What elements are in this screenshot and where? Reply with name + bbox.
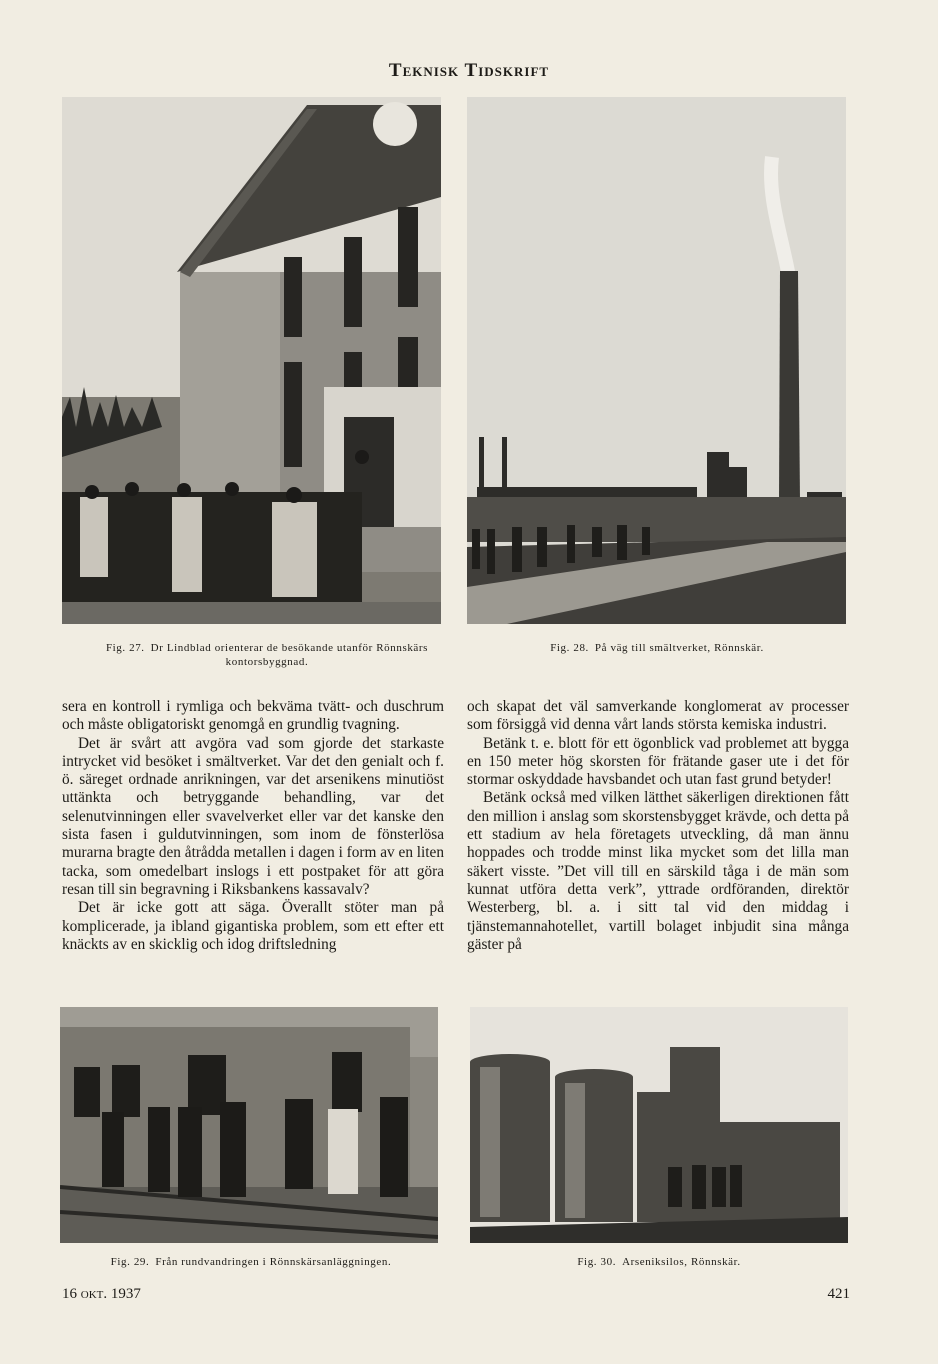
figure-28-caption (470, 641, 844, 655)
group-by-brick-building-image (60, 1007, 438, 1243)
paragraph: och skapat det väl samverkande konglomerat av processer som försiggå vid denna vårt lands största kemiska industri. (467, 698, 849, 734)
journal-title: Teknisk Tidskrift (388, 60, 550, 81)
figure-29-photo (60, 1007, 438, 1243)
figure-27-caption-text: Dr Lindblad orienterar de besökande utanför Rönnskärs kontorsbyggnad. (150, 642, 429, 668)
figure-30-caption-text: Arseniksilos, Rönnskär. (622, 1256, 741, 1268)
figure-28-photo (467, 97, 846, 624)
paragraph: Betänk t. e. blott för ett ögonblick vad problemet att bygga en 150 meter hög skorsten för frätande gaser ute i det för stormar oskyddade havsbandet och utan fast grund betyder! (467, 734, 849, 789)
body-column-right (467, 698, 849, 954)
figure-30-caption (470, 1255, 848, 1269)
paragraph: Det är svårt att avgöra vad som gjorde det starkaste intrycket vid besöket i smältverket. Var det den genialt och f. ö. säreget ordnade anrikningen, var det arsenikens minutiöst uttänkta och betryggande behandling, var det selenutvinningen eller svavelverket eller var det kanske den sista fasen i guldutvinningen, som inom de fönsterlösa murarna bragte den åtrådda metallen i dagen i form av en liten tacka, som omedelbart inslogs i ett postpaket för att göra resan till sin begravning i Riksbankens kassavalv? (62, 734, 444, 898)
figure-30-label: Fig. 30. (577, 1256, 617, 1268)
paragraph: Det är icke gott att säga. Överallt stöter man på komplicerade, ja ibland gigantiska problem, som ett efter ett knäckts av en skicklig och idog driftsledning (62, 899, 444, 953)
figure-27-caption (86, 641, 448, 669)
figure-28-label: Fig. 28. (550, 642, 589, 654)
arsenic-silos-image (470, 1007, 848, 1243)
figure-27-photo (62, 97, 441, 624)
figure-27-label: Fig. 27. (105, 642, 145, 654)
page-number: 421 (827, 1286, 850, 1302)
paragraph: Betänk också med vilken lätthet säkerligen direktionen fått den million i anslag som skorstensbygget krävde, och detta på ett stadium av hela företagets utveckling, då man ännu hoppades och trodde minst lika mycket som det lilla man säkert visste. ”Det vill till en särskild tåga i de män som kunnat utföra detta verk”, yttrade ordföranden, direktör Westerberg, bl. a. i sitt tal vid den middag i tjänstemannahotellet, vartill bolaget inbjudit sina många gäster på (467, 789, 849, 953)
smelter-chimney-road-image (467, 97, 846, 624)
body-column-left (62, 698, 444, 954)
figure-29-caption (62, 1255, 440, 1269)
office-building-crowd-image (62, 97, 441, 624)
figure-28-caption-text: På väg till smältverket, Rönnskär. (594, 642, 764, 654)
figure-29-caption-text: Från rundvandringen i Rönnskärsanläggningen. (155, 1256, 392, 1268)
issue-date: 16 okt. 1937 (62, 1286, 141, 1302)
paragraph: sera en kontroll i rymliga och bekväma tvätt- och duschrum och måste obligatoriskt genomgå en grundlig tvagning. (62, 698, 444, 734)
figure-29-label: Fig. 29. (110, 1256, 150, 1268)
figure-30-photo (470, 1007, 848, 1243)
